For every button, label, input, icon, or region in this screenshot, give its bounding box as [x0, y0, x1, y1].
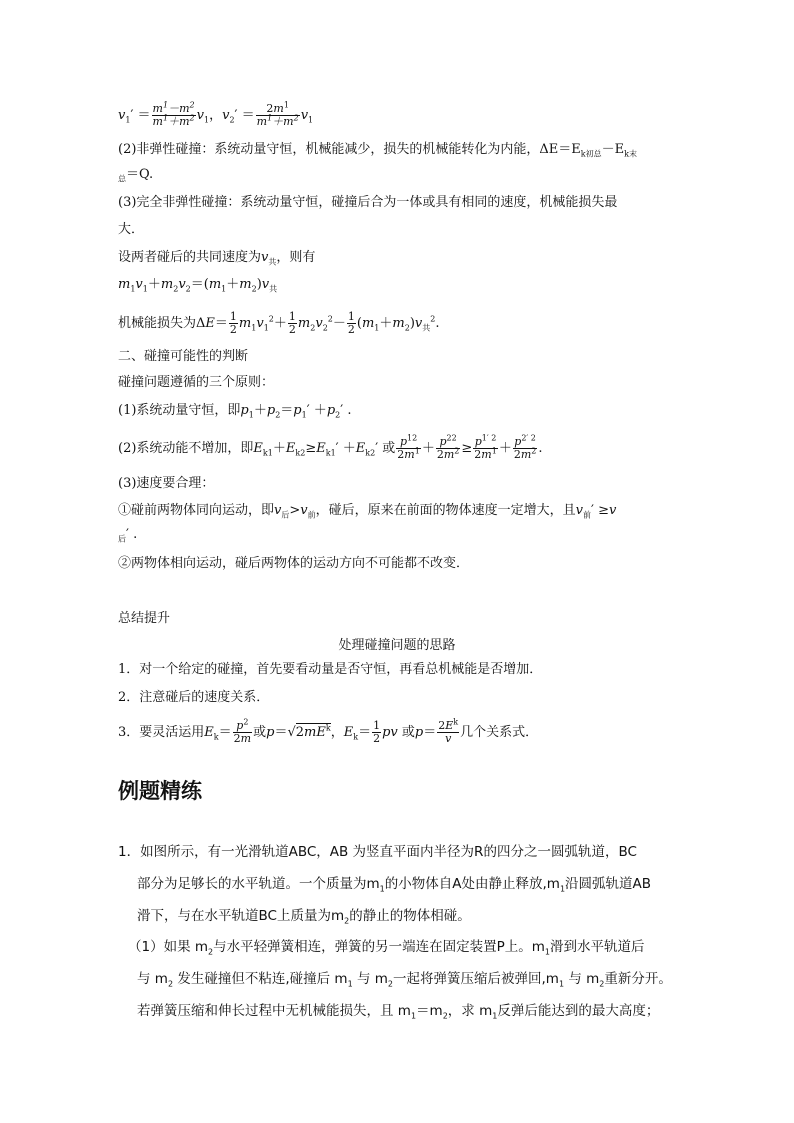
problem-1-line-3: 滑下，与在水平轨道BC上质量为$m_2$的静止的物体相碰。: [137, 908, 471, 926]
principle-momentum: (1)系统动量守恒，即$p_1+p_2=p_1' +p_2'$ .: [118, 403, 352, 420]
perfectly-inelastic-text-cont: 大．: [118, 222, 145, 237]
principle-kinetic-energy: (2)系统动能不增加，即$E_{k1}+E_{k2}\ge E_{k1}' +E_{k2}'$ 或 $\frac{p^{12}}{2m^1}$ ＋ $\frac{p^{22}}{2m^2}$ ≥ $\frac{p^{1' 2}}{2m^1}$ ＋ $\frac{p^{2' 2}}{2m^2}$ .: [118, 433, 543, 461]
summary-point-3: 3．要灵活运用$E_k=$ $\frac{p^2}{2m}$ 或$p=√2mE^k$，$E_k=$ $\frac{1}{2}$ pv 或p＝ $\frac{2E^k}{v}$ 几个关系式．: [118, 717, 539, 745]
principle-velocity: (3)速度要合理：: [118, 476, 215, 491]
perfectly-inelastic-text: (3)完全非弹性碰撞：系统动量守恒，碰撞后合为一体或具有相同的速度，机械能损失最: [118, 195, 618, 210]
problem-1-part-1-line-2: 与 $m_2$ 发生碰撞但不粘连,碰撞后 $m_1$ 与 $m_2$一起将弹簧压缩后被弹回$,m_1$ 与 $m_2$重新分开。: [137, 971, 672, 989]
problem-1-part-1-line-3: 若弹簧压缩和伸长过程中无机械能损失，且 $m_1=m_2$，求 $m_1$反弹后能达到的最大高度；: [137, 1003, 660, 1021]
section-title-collision-possibility: 二、碰撞可能性的判断: [118, 349, 249, 364]
examples-heading: 例题精练: [118, 779, 202, 803]
energy-loss-equation: 机械能损失为ΔE＝ $\frac{1}{2}$ $m_1v_1^2+$ $\frac{1}{2}$ $m_2v_2^2-$ $\frac{1}{2}$ $(m_1+m_2)v_共^2$.: [118, 310, 440, 336]
common-velocity-text: 设两者碰后的共同速度为$v_共$，则有: [118, 250, 316, 267]
momentum-equation: $m_1v_1+m_2v_2=(m_1+m_2)v_共$: [118, 277, 278, 294]
formula-elastic-velocities: $v_1'$ ＝ $\frac{m^1-m^2}{m^1+m^2}$ $v_1$，$v_2'$ ＝ $\frac{2m^1}{m^1+m^2}$ $v_1$: [118, 100, 314, 128]
inelastic-collision-text-cont: $_总$＝Q.: [118, 167, 154, 184]
summary-subtitle: 处理碰撞问题的思路: [338, 638, 456, 653]
problem-1-line-1: 1．如图所示，有一光滑轨道ABC，AB 为竖直平面内半径为R的四分之一圆弧轨道，BC: [118, 844, 637, 860]
same-direction-rule: ①碰前两物体同向运动，即$v_后>v_前$，碰后，原来在前面的物体速度一定增大，且$v_前' \ge v$: [118, 503, 617, 520]
summary-point-2: 2．注意碰后的速度关系．: [118, 690, 270, 705]
opposite-direction-rule: ②两物体相向运动，碰后两物体的运动方向不可能都不改变．: [118, 556, 470, 571]
problem-1-line-2: 部分为足够长的水平轨道。一个质量为$m_1$的小物体自A处由静止释放$,m_1$沿圆弧轨道AB: [137, 876, 652, 894]
three-principles-intro: 碰撞问题遵循的三个原则：: [118, 375, 275, 390]
same-direction-rule-cont: $_后$′ .: [118, 527, 138, 544]
inelastic-collision-text: (2)非弹性碰撞：系统动量守恒，机械能减少，损失的机械能转化为内能，$\Delta E=E_{k初总}-E_{k末}$: [118, 142, 638, 159]
summary-heading: 总结提升: [118, 611, 171, 626]
summary-point-1: 1．对一个给定的碰撞，首先要看动量是否守恒，再看总机械能是否增加．: [118, 662, 543, 677]
problem-1-part-1-line-1: （1）如果 $m_2$与水平轻弹簧相连，弹簧的另一端连在固定装置P上。$m_1$滑到水平轨道后: [128, 939, 645, 957]
